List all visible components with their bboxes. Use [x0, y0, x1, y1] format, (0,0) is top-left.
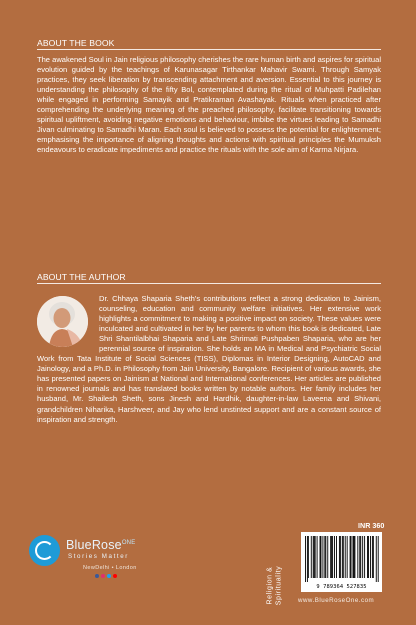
about-author-heading: ABOUT THE AUTHOR: [37, 272, 126, 282]
about-book-text: The awakened Soul in Jain religious philosophy cherishes the rare human birth and aspires for spiritual evolution guided by the teachings of Karunasagar Tirthankar Mahavir Swami. Through Samyak practices, they seek liberation by transcending attachment and aversion. Essential to this journey is understanding the philosophy of the fifty Bol, contemplated during the ritual of Muhpatti Padilehan while engaged in performing Samayik and Pratikraman Avashayak. Rituals when practiced after comprehending the underlying meaning of the preached philosophy, facilitate transitioning towards spiritual upliftment, avoiding negative emotions and behaviour, imbibe the virtues leading to Samadhi Jivan culminating to Samadhi Maran. Each soul is believed to possess the potential for enlightenment; emphasising the importance of aligning thoughts and actions with spiritual principles the Mumuksh endeavours to eradicate impediments and practice the rituals with the sole aim of Karma Nirjara.: [37, 55, 381, 155]
about-book-divider: [37, 49, 381, 50]
instagram-icon: [101, 574, 105, 578]
bluerose-logo-icon: [29, 535, 60, 566]
genre-label: [258, 553, 292, 625]
genre-line-1: Religion &: [266, 566, 274, 605]
price-label: INR 360: [358, 521, 385, 530]
about-author-paragraph: Dr. Chhaya Shaparia Sheth's contributions reflect a strong dedication to Jainism, counseling, education and community welfare initiatives. Her extensive work highlights a commitment to making a positive impact on society. These values were inculcated and cultivated in her by her parents to whom this book is dedicated, Late Shri Shantilalbhai Shaparia and Late Shrimati Pushpaben Shaparia, who are her perennial source of inspiration. She holds an MA in Medical and Psychiatric Social Work from Tata Institute of Social Sciences (TISS), Diplomas in Interior Designing, AutoCAD and Jainology, and a Ph.D. in Philosophy from Jain University, Bangalore. Recipient of various awards, she has presented papers on Jainism at National and International conferences. Her articles are published in renowned journals and has translated books written by notable authors. Her family includes her husband, Mr. Shailesh Sheth, sons Jinesh and Hardhik, daughter-in-law Laveena and Shivani, grandchildren Niharika, Harshveer, and Jay who lend unstinted support and are a constant source of inspiration and strength.: [37, 294, 381, 424]
facebook-icon: [95, 574, 99, 578]
publisher-website: www.BlueRoseOne.com: [298, 597, 375, 604]
publisher-cities: NewDelhi • London: [83, 565, 137, 571]
publisher-tagline: Stories Matter: [68, 553, 129, 560]
about-book-heading: ABOUT THE BOOK: [37, 38, 115, 48]
genre-line-2: Spirituality: [275, 565, 282, 606]
publisher-name: BlueRose$^{ONE}$: [66, 538, 136, 552]
youtube-icon: [113, 574, 117, 578]
about-author-divider: [37, 283, 381, 284]
social-icons: [95, 574, 117, 578]
twitter-icon: [107, 574, 111, 578]
photo-spacer: [37, 294, 99, 354]
about-author-text: [37, 294, 381, 425]
isbn-number: 9 789364 527835: [301, 582, 382, 592]
isbn-barcode: [301, 532, 382, 582]
